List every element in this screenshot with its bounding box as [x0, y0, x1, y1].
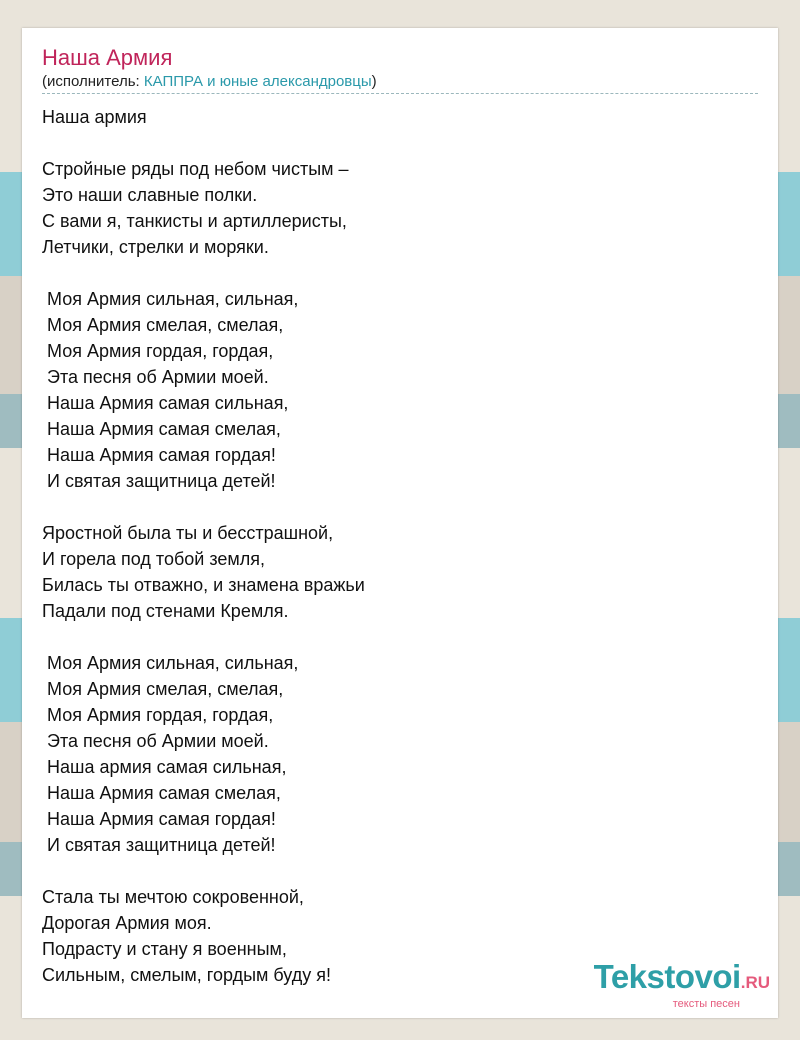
lyric-line: Наша Армия самая гордая! [42, 445, 276, 465]
performer-suffix: ) [371, 73, 377, 90]
lyric-line: Наша армия [42, 107, 147, 127]
lyric-line: Эта песня об Армии моей. [42, 731, 269, 751]
lyric-line: Моя Армия смелая, смелая, [42, 315, 284, 335]
lyric-line: Стройные ряды под небом чистым – [42, 159, 349, 179]
lyric-line [42, 858, 758, 884]
lyric-line [42, 260, 758, 286]
lyric-line: Моя Армия гордая, гордая, [42, 705, 274, 725]
lyric-line: Моя Армия сильная, сильная, [42, 289, 299, 309]
lyric-line: И святая защитница детей! [42, 835, 276, 855]
lyric-line: Стала ты мечтою сокровенной, [42, 887, 304, 907]
lyric-line: Билась ты отважно, и знамена вражьи [42, 575, 365, 595]
lyric-line: Наша Армия самая сильная, [42, 393, 289, 413]
dashed-divider [42, 93, 758, 94]
lyric-line: Яростной была ты и бесстрашной, [42, 523, 334, 543]
lyric-line: И горела под тобой земля, [42, 549, 266, 569]
lyric-line: Наша армия самая сильная, [42, 757, 287, 777]
lyric-line: Дорогая Армия моя. [42, 913, 212, 933]
lyric-line: Падали под стенами Кремля. [42, 601, 289, 621]
lyric-line [42, 624, 758, 650]
lyric-line: Сильным, смелым, гордым буду я! [42, 965, 331, 985]
lyric-line: Подрасту и стану я военным, [42, 939, 287, 959]
lyric-line: Это наши славные полки. [42, 185, 258, 205]
lyric-line: Наша Армия самая смелая, [42, 419, 281, 439]
lyric-line: Моя Армия сильная, сильная, [42, 653, 299, 673]
site-logo[interactable] [594, 960, 770, 1010]
logo-tagline: тексты песен [672, 998, 740, 1010]
lyric-line: С вами я, танкисты и артиллеристы, [42, 211, 347, 231]
logo-name: Tekstovoi [593, 958, 741, 995]
lyric-line: Эта песня об Армии моей. [42, 367, 269, 387]
logo-tld: .RU [740, 973, 770, 992]
song-title: Наша Армия [42, 45, 173, 70]
performer-link[interactable]: КАППРА и юные александровцы [143, 73, 372, 90]
lyric-line: Моя Армия смелая, смелая, [42, 679, 284, 699]
lyric-line: Наша Армия самая смелая, [42, 783, 281, 803]
lyrics-card [22, 28, 778, 1018]
lyric-line: Летчики, стрелки и моряки. [42, 237, 269, 257]
lyric-line: Моя Армия гордая, гордая, [42, 341, 274, 361]
performer-line [42, 73, 377, 91]
lyric-line: Наша Армия самая гордая! [42, 809, 276, 829]
lyrics-text [42, 104, 758, 988]
lyric-line [42, 130, 758, 156]
lyric-line [42, 494, 758, 520]
lyric-line: И святая защитница детей! [42, 471, 276, 491]
performer-prefix: (исполнитель: [42, 73, 144, 90]
logo-wordmark [594, 960, 770, 1000]
